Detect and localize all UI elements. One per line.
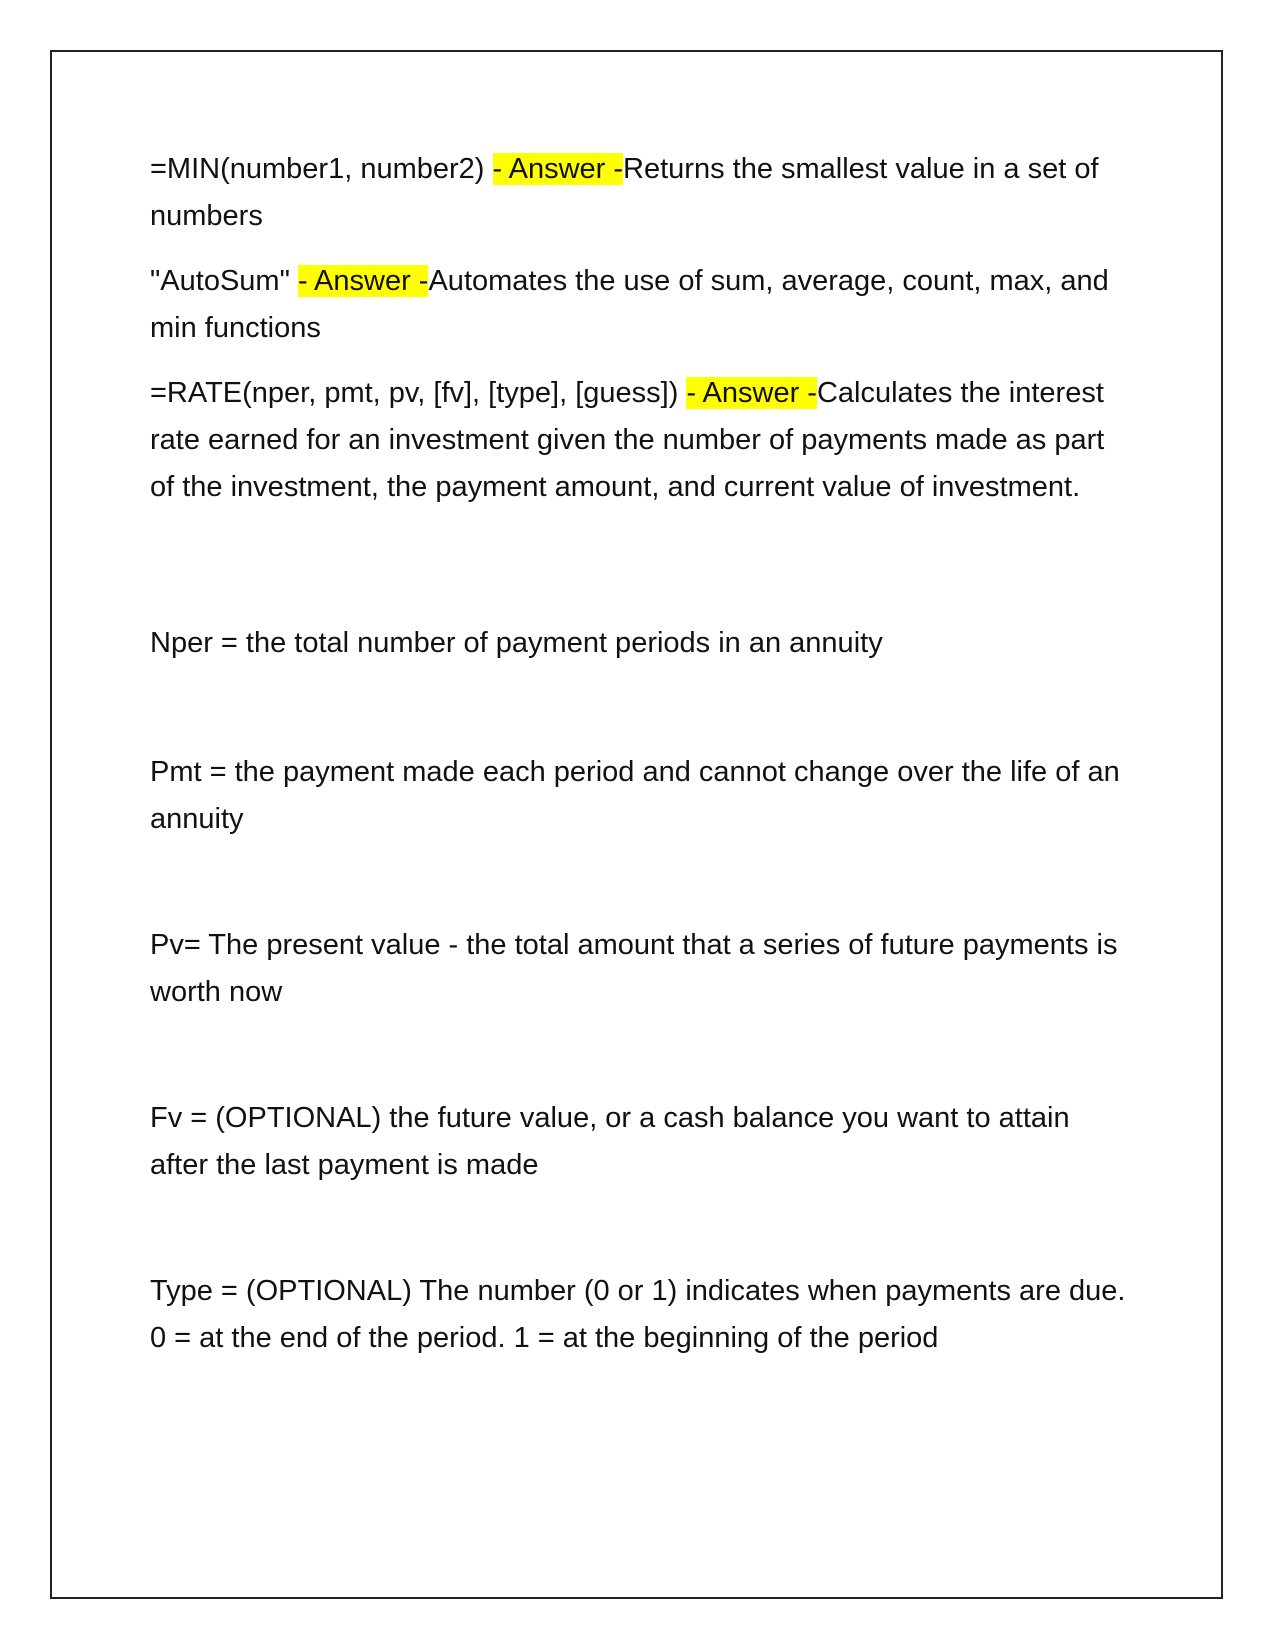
qa-answer: Calculates the interest rate earned for an investment given the number of payments made as part of the investment, the payment amount, and current value of investment. xyxy=(150,377,1105,503)
qa-item-autosum xyxy=(150,258,1130,352)
definition-pv: Pv= The present value - the total amount that a series of future payments is worth now xyxy=(150,929,1118,1008)
answer-marker: - Answer - xyxy=(686,377,817,409)
definition-pmt: Pmt = the payment made each period and cannot change over the life of an annuity xyxy=(150,756,1120,835)
answer-marker: - Answer - xyxy=(297,265,429,297)
qa-answer: Automates the use of sum, average, count, max, and min functions xyxy=(150,265,1109,344)
qa-item-rate xyxy=(150,370,1130,511)
definition-fv: Fv = (OPTIONAL) the future value, or a cash balance you want to attain after the last payment is made xyxy=(150,1102,1070,1181)
qa-term: =MIN(number1, number2) xyxy=(150,153,493,185)
qa-item-min xyxy=(150,146,1130,240)
qa-answer: Returns the smallest value in a set of numbers xyxy=(150,153,1099,232)
definition-type: Type = (OPTIONAL) The number (0 or 1) indicates when payments are due. 0 = at the end of the period. 1 = at the beginning of the period xyxy=(150,1275,1126,1354)
definition-nper: Nper = the total number of payment periods in an annuity xyxy=(150,627,883,659)
answer-marker: - Answer - xyxy=(492,153,624,185)
qa-term: "AutoSum" xyxy=(150,265,298,297)
qa-term: =RATE(nper, pmt, pv, [fv], [type], [guess]) xyxy=(150,377,687,409)
qa-section xyxy=(150,146,1130,511)
